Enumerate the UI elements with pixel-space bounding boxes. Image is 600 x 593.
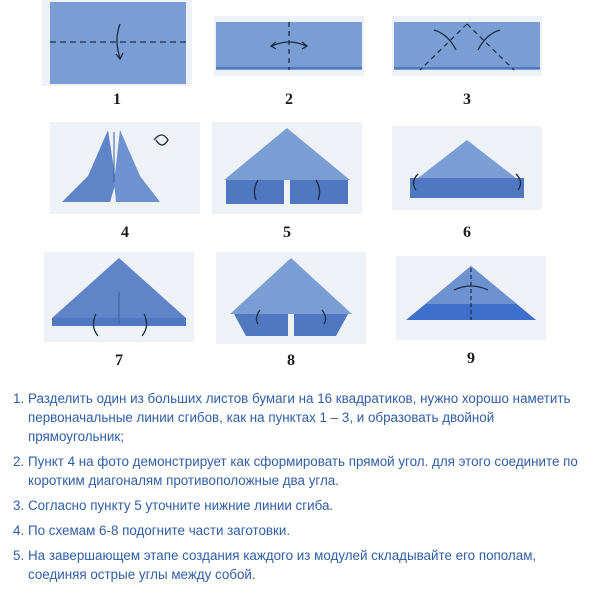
step-2-photo: [214, 16, 364, 76]
instruction-text: Пункт 4 на фото демонстрирует как сформировать прямой угол. для этого соедините по коротким диагоналям противоположные два угла.: [28, 454, 578, 488]
step-number: 8: [287, 352, 295, 369]
step-number: 3: [463, 91, 471, 108]
instruction-marker: 1.: [13, 391, 25, 406]
instructions-list: [10, 389, 592, 590]
instruction-text: На завершающем этапе создания каждого из модулей складывайте его пополам, соединяя острые углы между собой.: [28, 548, 537, 582]
instruction-text: Разделить один из больших листов бумаги на 16 квадратиков, нужно хорошо наметить первоначальные линии сгибов, как на пунктах 1 – 3, и образовать двойной прямоугольник;: [28, 391, 571, 444]
step-7-photo: [44, 252, 194, 342]
step-4-photo: [50, 122, 200, 214]
step-number: 5: [283, 224, 291, 241]
step-number: 6: [463, 224, 471, 241]
instruction-item: [10, 452, 592, 490]
instruction-marker: 3.: [13, 498, 25, 513]
step-number: 2: [285, 91, 293, 108]
instruction-marker: 5.: [13, 548, 25, 563]
step-number: 7: [115, 352, 123, 369]
step-8-photo: [216, 252, 366, 344]
instruction-item: [10, 521, 592, 540]
instruction-marker: 4.: [13, 523, 25, 538]
step-5-photo: [212, 122, 362, 214]
instruction-text: По схемам 6-8 подогните части заготовки.: [28, 523, 291, 538]
step-number: 4: [121, 224, 129, 241]
instruction-item: [10, 496, 592, 515]
step-number: 1: [113, 91, 121, 108]
instruction-item: [10, 389, 592, 446]
step-3-photo: [392, 16, 542, 76]
step-9-photo: [396, 256, 546, 340]
step-1-photo: [42, 0, 192, 86]
step-number: 9: [467, 350, 475, 367]
instruction-text: Согласно пункту 5 уточните нижние линии сгиба.: [28, 498, 334, 513]
instruction-item: [10, 546, 592, 584]
step-6-photo: [392, 126, 542, 210]
instruction-marker: 2.: [13, 454, 25, 469]
